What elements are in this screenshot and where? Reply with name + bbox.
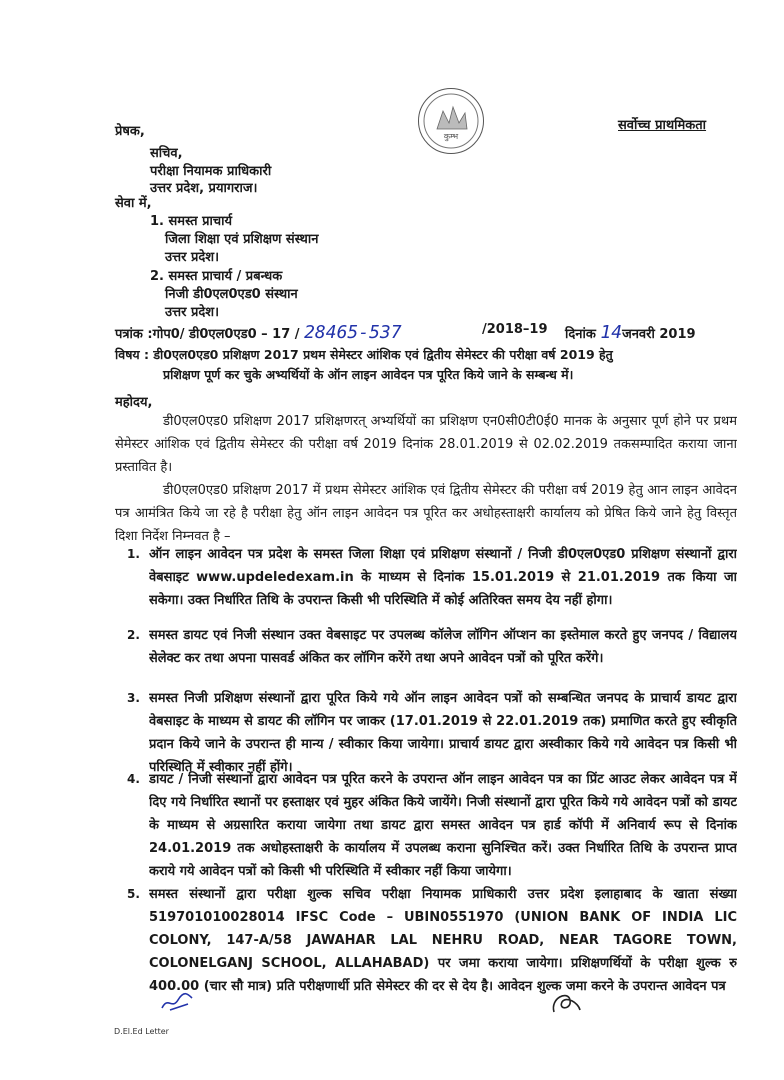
reference-handwritten-number: 28465-537 [304,322,402,343]
priority-label: सर्वोच्च प्राथमिकता [618,118,707,133]
recipient-1-line-3: उत्तर प्रदेश। [165,250,220,265]
official-seal [418,88,484,154]
recipient-2-line-2: निजी डी0एल0एड0 संस्थान [165,287,298,302]
initials-signature-left [158,990,198,1014]
paragraph-1: डी0एल0एड0 प्रशिक्षण 2017 प्रशिक्षणरत् अभ्यर्थियों का प्रशिक्षण एन0सी0टी0ई0 मानक के अनुसार पूर्ण होने पर प्रथम सेमेस्टर आंशिक एवं द्वितीय सेमेस्टर की परीक्षा वर्ष 2019 दिनांक 28.01.2019 से 02.02.2019 तकसम्पादित कराया जाना प्रस्तावित है। [115,414,737,475]
paragraph-2: डी0एल0एड0 प्रशिक्षण 2017 में प्रथम सेमेस्टर आंशिक एवं द्वितीय सेमेस्टर की परीक्षा वर्ष 2019 हेतु आन लाइन आवेदन पत्र आमंत्रित किये जा रहे है परीक्षा हेतु ऑन लाइन आवेदन पत्र पूरित कर अधोहस्ताक्षरी कार्यालय को प्रेषित किये जाने हेतु विस्तृत दिशा निर्देश निम्नवत है – [115,483,737,544]
item-2-text: समस्त डायट एवं निजी संस्थान उक्त वेबसाइट पर उपलब्ध कॉलेज लॉगिन ऑप्शन का इस्तेमाल करते हुए जनपद / विद्यालय सेलेक्ट कर तथा अपना पासवर्ड अंकित कर लॉगिन करेंगे तथा अपने आवेदन पत्रों को पूरित करेंगे। [149,628,737,666]
footer-label: D.El.Ed Letter [114,1027,169,1036]
item-1-number: 1. [127,547,140,561]
salutation: महोदय, [115,395,153,410]
seal-emblem-icon [419,89,483,153]
recipient-2-line-3: उत्तर प्रदेश। [165,305,220,320]
sender-line-1: सचिव, [150,146,183,161]
recipient-label: सेवा में, [115,196,152,211]
recipient-1-line-2: जिला शिक्षा एवं प्रशिक्षण संस्थान [165,232,319,247]
item-4-text: डायट / निजी संस्थानों द्वारा आवेदन पत्र पूरित करने के उपरान्त ऑन लाइन आवेदन पत्र का प्रिंट आउट लेकर आवेदन पत्र में दिए गये निर्धारित स्थानों पर हस्ताक्षर एवं मुहर अंकित किये जायेंगे। निजी संस्थानों द्वारा पूरित किये गये आवेदन पत्रों को डायट के माध्यम से अग्रसारित कराया जायेगा तथा डायट द्वारा समस्त आवेदन पत्र हार्ड कॉपी में अनिवार्य रूप से दिनांक 24.01.2019 तक अधोहस्ताक्षरी के कार्यालय में उपलब्ध कराना सुनिश्चित करें। उक्त निर्धारित तिथि के उपरान्त प्राप्त कराये गये आवेदन पत्रों को किसी भी परिस्थिति में स्वीकार नहीं किया जायेगा। [149,772,737,879]
recipient-2-line-1: 2. समस्त प्राचार्य / प्रबन्धक [150,269,283,284]
reference-prefix: पत्रांक :गोप0/ डी0एल0एड0 – 17 / [115,327,300,342]
item-4-number: 4. [127,772,140,786]
item-2-number: 2. [127,628,140,642]
sender-line-3: उत्तर प्रदेश, प्रयागराज। [150,181,258,196]
item-5-text: समस्त संस्थानों द्वारा परीक्षा शुल्क सचिव परीक्षा नियामक प्राधिकारी उत्तर प्रदेश इलाहाबाद के खाता संख्या 519701010028014 IFSC Code – UBIN0551970 (UNION BANK OF INDIA LIC COLONY, 147-A/58 JAWAHAR LAL NEHRU ROAD, NEAR TAGORE TOWN, COLONELGANJ SCHOOL, ALLAHABAD) पर जमा कराया जायेगा। प्रशिक्षणर्थियों के परीक्षा शुल्क रु 400.00 (चार सौ मात्र) प्रति परीक्षणार्थी प्रति सेमेस्टर की दर से देय है। आवेदन शुल्क जमा करने के उपरान्त आवेदन पत्र [149,887,737,994]
sender-label: प्रेषक, [115,124,145,139]
svg-text:कुम्भ: कुम्भ [443,132,459,141]
sender-line-2: परीक्षा नियामक प्राधिकारी [150,164,272,179]
reference-line [115,322,402,343]
initials-signature-right [548,988,584,1018]
item-3-text: समस्त निजी प्रशिक्षण संस्थानों द्वारा पूरित किये गये ऑन लाइन आवेदन पत्रों को सम्बन्धित जनपद के प्राचार्य डायट द्वारा वेबसाइट के माध्यम से डायट की लॉगिन पर जाकर (17.01.2019 से 22.01.2019 तक) प्रमाणित करते हुए स्वीकृति प्रदान किये जाने के उपरान्त ही मान्य / स्वीकार किया जायेगा। प्राचार्य डायट द्वारा अस्वीकार किये गये आवेदन पत्र किसी भी परिस्थिति में स्वीकार नहीं होंगे। [149,691,737,775]
date-label: दिनांक [565,327,596,342]
reference-year: /2018–19 [482,322,548,337]
date-handwritten-day: 14 [600,322,623,343]
reference-date [565,322,696,343]
item-1-text: ऑन लाइन आवेदन पत्र प्रदेश के समस्त जिला शिक्षा एवं प्रशिक्षण संस्थानों / निजी डी0एल0एड0 प्रशिक्षण संस्थानों द्वारा वेबसाइट www.updeledexam.in के माध्यम से दिनांक 15.01.2019 से 21.01.2019 तक किया जा सकेगा। उक्त निर्धारित तिथि के उपरान्त किसी भी परिस्थिति में कोई अतिरिक्त समय देय नहीं होगा। [149,547,737,608]
date-rest: जनवरी 2019 [622,327,696,342]
item-5-number: 5. [127,887,140,901]
subject-line-1: विषय : डी0एल0एड0 प्रशिक्षण 2017 प्रथम सेमेस्टर आंशिक एवं द्वितीय सेमेस्टर की परीक्षा वर्ष 2019 हेतु [115,347,613,362]
item-3-number: 3. [127,691,140,705]
subject-line-2: प्रशिक्षण पूर्ण कर चुके अभ्यर्थियों के ऑन लाइन आवेदन पत्र पूरित किये जाने के सम्बन्ध में। [163,367,574,382]
recipient-1-line-1: 1. समस्त प्राचार्य [150,214,232,229]
